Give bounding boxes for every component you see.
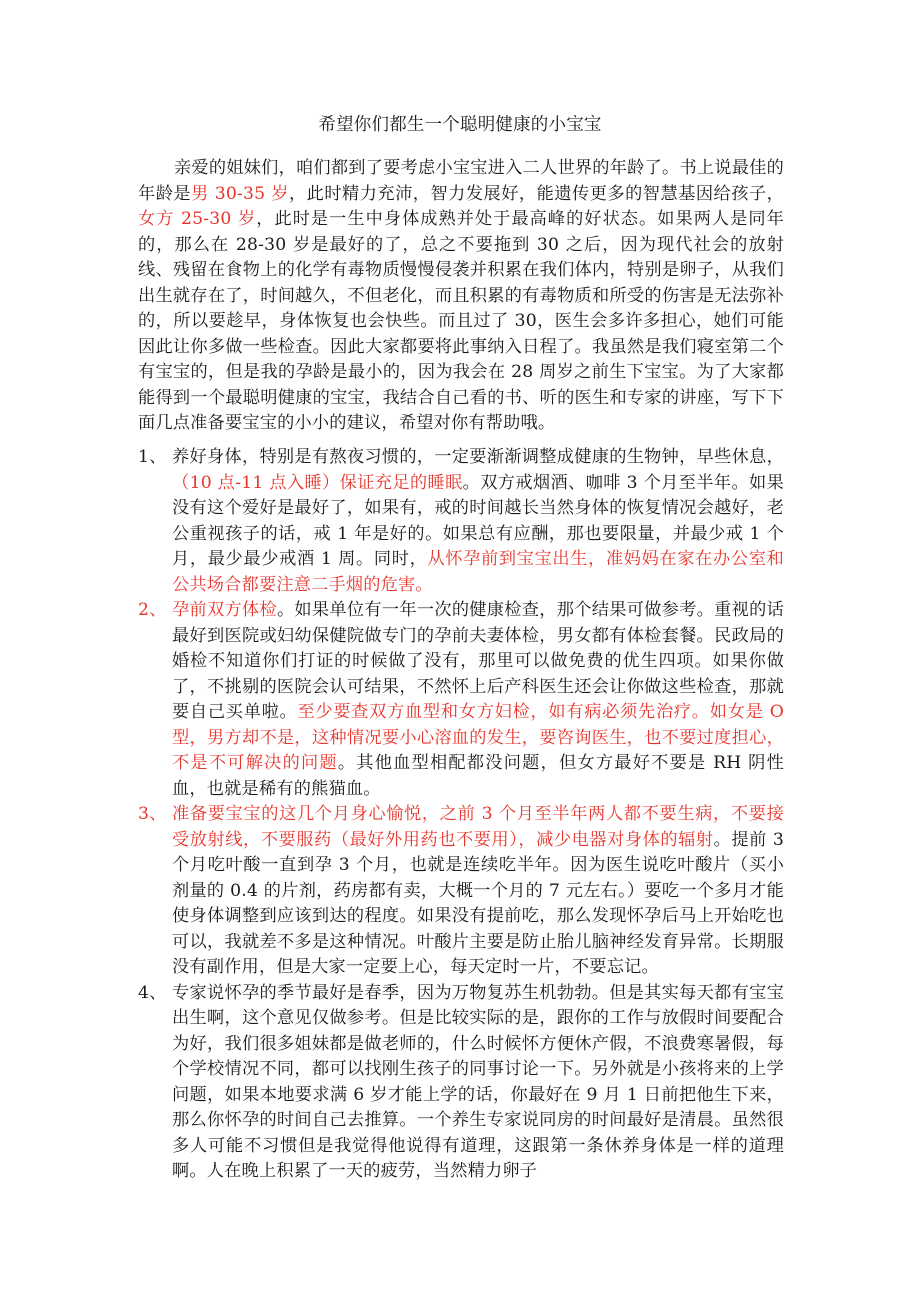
item1-text-1: 养好身体，特别是有熬夜习惯的，一定要渐渐调整成健康的生物钟，早些休息，	[172, 447, 784, 467]
item3-highlight-health: 准备要宝宝的这几个月身心愉悦，之前 3 个月至半年两人都不要生病，不要接受放射线，不要服药（最好外用药也不要用），减少电器对身体的辐射	[172, 804, 784, 850]
intro-highlight-female-age: 女方 25-30 岁	[138, 209, 257, 229]
intro-highlight-male-age: 男 30-35 岁	[191, 183, 289, 204]
item4-text-1: 专家说怀孕的季节最好是春季，因为万物复苏生机勃勃。但是其实每天都有宝宝出生啊，这个意见仅做参考。但是比较实际的是，跟你的工作与放假时间要配合为好，我们很多姐妹都是做老师的，什么时候怀方便休产假，不浪费寒暑假，每个学校情况不同，都可以找刚生孩子的同事讨论一下。另外就是小孩将来的上学问题，如果本地要求满 6 岁才能上学的话，你最好在 9 月 1 日前把他生下来，那么你怀孕的时间自己去推算。一个养生专家说同房的时间最好是清晨。虽然很多人可能不习惯但是我觉得他说得有道理，这跟第一条休养身体是一样的道理啊。人在晚上积累了一天的疲劳，当然精力卵子	[172, 982, 784, 1181]
advice-list	[138, 445, 784, 1185]
item1-highlight-smoke: 从怀孕前到宝宝出生，准妈妈在家在办公室和公共场合都要注意二手烟的危害。	[172, 549, 784, 595]
item-number: 1、	[138, 447, 167, 467]
intro-text-1: 亲爱的姐妹们，咱们都到了要考虑小宝宝进入二人世界的年龄了。书上说最佳的年龄是	[138, 158, 784, 204]
list-item	[138, 802, 784, 981]
item3-text-1: 。提前 3 个月吃叶酸一直到孕 3 个月，也就是连续吃半年。因为医生说吃叶酸片（买小剂量的 0.4 的片剂，药房都有卖，大概一个月的 7 元左右。）要吃一个多月才能使身体调整到应该到达的程度。如果没有提前吃，那么发现怀孕后马上开始吃也可以，我就差不多是这种情况。叶酸片主要是防止胎儿脑神经发育异常。长期服没有副作用，但是大家一定要上心，每天定时一片，不要忘记。	[172, 829, 784, 977]
intro-text-3: ，此时是一生中身体成熟并处于最高峰的好状态。如果两人是同年的，那么在 28-30 岁是最好的了，总之不要拖到 30 之后，因为现代社会的放射线、残留在食物上的化学有毒物质慢慢侵袭并积累在我们体内，特别是卵子，从我们出生就存在了，时间越久，不但老化，而且积累的有毒物质和所受的伤害是无法弥补的，所以要趁早，身体恢复也会快些。而且过了 30，医生会多许多担心，她们可能因此让你多做一些检查。因此大家都要将此事纳入日程了。我虽然是我们寝室第二个有宝宝的，但是我的孕龄是最小的，因为我会在 28 周岁之前生下宝宝。为了大家都能得到一个最聪明健康的宝宝，我结合自己看的书、听的医生和专家的讲座，写下下面几点准备要宝宝的小小的建议，希望对你有帮助哦。	[138, 209, 784, 433]
item-number: 2、	[138, 600, 167, 620]
list-item	[138, 445, 784, 598]
item-number: 4、	[138, 982, 167, 1003]
item-number: 3、	[138, 804, 167, 824]
item2-text-1: 。如果单位有一年一次的健康检查，那个结果可做参考。重视的话最好到医院或妇幼保健院做专门的孕前夫妻体检，男女都有体检套餐。民政局的婚检不知道你们打证的时候做了没有，那里可以做免费的优生四项。如果你做了，不挑剔的医院会认可结果，不然怀上后产科医生还会让你做这些检查，那就要自己买单啦。	[172, 600, 784, 722]
intro-text-2: ，此时精力充沛，智力发展好，能遗传更多的智慧基因给孩子，	[288, 183, 784, 204]
item2-highlight-checkup: 孕前双方体检	[172, 600, 277, 620]
intro-paragraph	[138, 156, 784, 437]
list-item	[138, 981, 784, 1185]
item1-highlight-sleep: （10 点-11 点入睡）保证充足的睡眠	[172, 472, 463, 493]
page-title: 希望你们都生一个聪明健康的小宝宝	[318, 115, 602, 135]
item2-highlight-blood: 至少要查双方血型和女方妇检，如有病必须先治疗。如女是 O 型，男方却不是，这种情况要小心溶血的发生，要咨询医生，也不要过度担心，不是不可解决的问题	[172, 702, 784, 773]
list-item	[138, 598, 784, 802]
item2-text-2: 。其他血型相配都没问题，但女方最好不要是 RH 阴性血，也就是稀有的熊猫血。	[172, 753, 784, 799]
item1-text-2: 。双方戒烟酒、咖啡 3 个月至半年。如果没有这个爱好是最好了，如果有，戒的时间越长当然身体的恢复情况会越好，老公重视孩子的话，戒 1 年是好的。如果总有应酬，那也要限量，并最少戒 1 个月，最少最少戒酒 1 周。同时，	[172, 472, 784, 569]
